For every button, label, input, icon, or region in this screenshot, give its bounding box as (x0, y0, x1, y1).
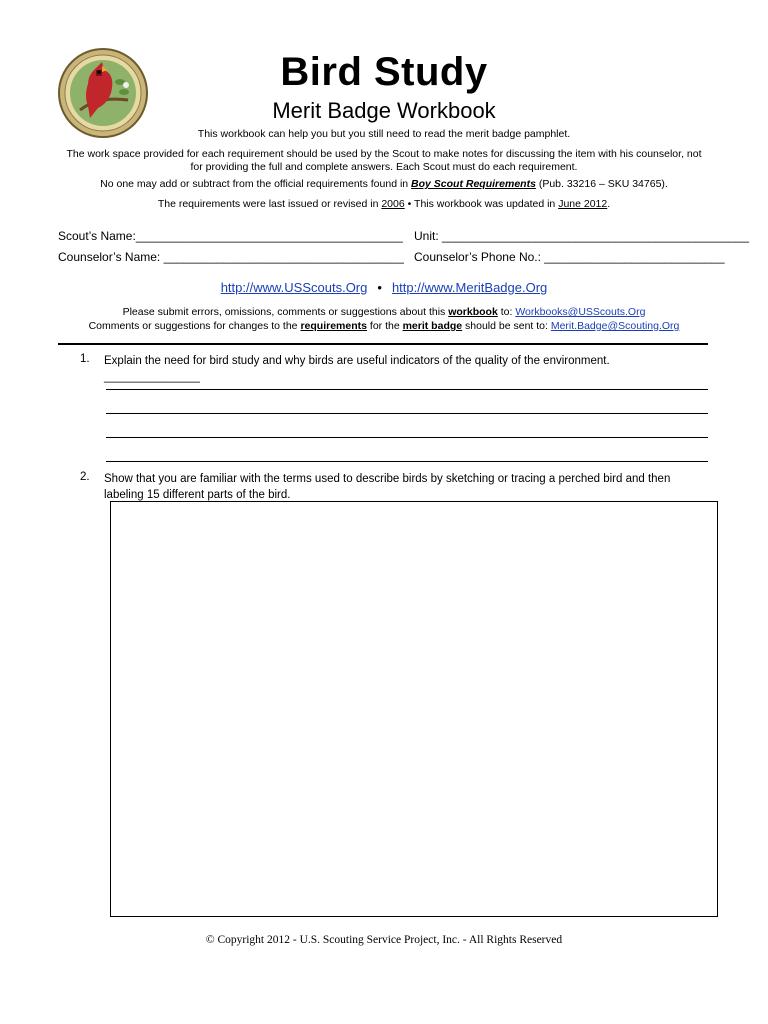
answer-line[interactable] (106, 461, 708, 462)
issued-year: 2006 (381, 198, 405, 210)
submit-requirements-line: Comments or suggestions for changes to the requirements for the merit badge should be sent to: Merit.Badge@Scouting.Org (88, 320, 680, 332)
website-links (0, 280, 768, 295)
meritbadge-link[interactable]: http://www.MeritBadge.Org (391, 280, 548, 295)
sketch-area[interactable] (110, 501, 718, 917)
submit-errors-line: Please submit errors, omissions, comments or suggestions about this workbook to: Workbooks@USScouts.Org (122, 306, 646, 318)
document-title: Bird Study (280, 50, 488, 94)
updated-date: June 2012 (558, 198, 608, 210)
boy-scout-requirements-title: Boy Scout Requirements (411, 178, 536, 190)
scout-name-field[interactable]: Scout’s Name:________________________________________ (58, 229, 403, 243)
intro-line-revision-dates: The requirements were last issued or revised in 2006 • This workbook was updated in June 2012. (157, 198, 611, 210)
requirement-2-number: 2. (80, 471, 90, 483)
unit-field[interactable]: Unit: ______________________________________________ (414, 229, 750, 243)
requirement-1-text: Explain the need for bird study and why birds are useful indicators of the quality of the environment. _______________ (104, 355, 610, 383)
counselor-name-field[interactable]: Counselor’s Name: ____________________________________ (58, 250, 404, 264)
intro-line-pamphlet: This workbook can help you but you still need to read the merit badge pamphlet. (197, 128, 571, 140)
usscouts-link[interactable]: http://www.USScouts.Org (220, 280, 368, 295)
intro-line-official-requirements: No one may add or subtract from the official requirements found in Boy Scout Requirements (Pub. 33216 – SKU 34765). (100, 178, 668, 190)
workbooks-email-link[interactable]: Workbooks@USScouts.Org (515, 306, 646, 318)
link-separator: • (377, 280, 382, 295)
answer-line[interactable] (106, 413, 708, 414)
workbook-keyword: workbook (448, 306, 498, 318)
merit-badge-email-link[interactable]: Merit.Badge@Scouting.Org (550, 320, 680, 332)
requirement-2-text: Show that you are familiar with the terms used to describe birds by sketching or tracing a perched bird and then labeling 15 different parts of the bird. (104, 473, 671, 501)
answer-line[interactable] (106, 437, 708, 438)
requirements-keyword: requirements (300, 320, 367, 332)
intro-line-workspace: The work space provided for each requirement should be used by the Scout to make notes for discussing the item with his counselor, not for providing the full and complete answers. Each Scout must do each requirement. (66, 148, 702, 173)
answer-line[interactable] (106, 389, 708, 390)
copyright-notice: © Copyright 2012 - U.S. Scouting Service Project, Inc. - All Rights Reserved (205, 934, 563, 946)
merit-badge-keyword: merit badge (402, 320, 463, 332)
section-divider (58, 343, 708, 345)
requirement-1-number: 1. (80, 353, 90, 365)
counselor-phone-field[interactable]: Counselor’s Phone No.: ___________________________ (414, 250, 725, 264)
document-subtitle: Merit Badge Workbook (272, 98, 496, 123)
